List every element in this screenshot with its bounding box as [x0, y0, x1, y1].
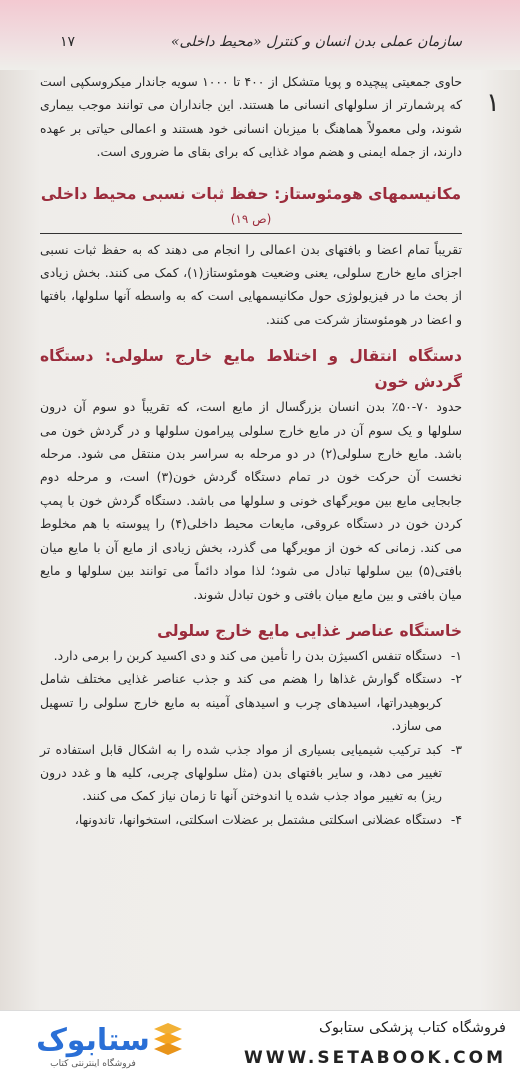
section-homeostasis-title: مکانیسمهای هومئوستاز: حفظ ثبات نسبی محیط داخلی	[40, 184, 462, 203]
running-title: سازمان عملی بدن انسان و کنترل «محیط داخلی»	[170, 34, 462, 50]
logo-subtitle: فروشگاه اینترنتی کتاب	[50, 1059, 136, 1069]
list-item	[40, 667, 462, 737]
list-text: دستگاه تنفس اکسیژن بدن را تأمین می کند و دی اکسید کربن را برمی دارد.	[53, 647, 442, 663]
section-homeostasis-text: تقریباً تمام اعضا و بافتهای بدن اعمالی را انجام می دهند که به حفظ ثبات نسبی اجزای مایع خارج سلولی، یعنی وضعیت هومئوستاز(۱)، کمک می کنند. بخش زیادی از بحث ما در فیزیولوژی حول مکانیسمهایی است که به واسطه آنها سلولها، بافتها و اعضا در هومئوستاز شرکت می کنند.	[40, 241, 462, 327]
logo-wordmark: ستابوک	[36, 1023, 150, 1058]
list-number: ۱-	[450, 647, 462, 663]
list-number: ۳-	[450, 741, 462, 757]
page-number: ۱۷	[60, 34, 76, 50]
store-footer	[0, 1010, 520, 1081]
store-url-link[interactable]: WWW.SETABOOK.COM	[244, 1048, 506, 1068]
section-homeostasis-heading	[40, 182, 462, 231]
book-stack-icon	[150, 1019, 186, 1063]
list-item	[40, 808, 462, 831]
list-text: کبد ترکیب شیمیایی بسیاری از مواد جذب شده را به اشکال قابل استفاده تر تغییر می دهد، و سایر بافتهای بدن (مثل سلولهای چربی، کلیه ها و غدد درون ریز) به تغییر مواد جذب شده یا اندوختن آنها تا زمان نیاز کمک می کنند.	[40, 741, 442, 804]
list-text: دستگاه گوارش غذاها را هضم می کند و جذب عناصر غذایی مختلف شامل کربوهیدراتها، اسیدهای چرب و اسیدهای آمینه به مایع خارج سلولی را تسهیل می سازد.	[40, 671, 442, 734]
chapter-marker: ۱	[486, 88, 500, 118]
intro-paragraph: حاوی جمعیتی پیچیده و پویا متشکل از ۴۰۰ تا ۱۰۰۰ سویه جاندار میکروسکپی است که پرشمارتر از سلولهای انسانی ما هستند. این جانداران می توانند موجب بیماری شوند، ولی معمولاً هماهنگ با میزبان انسانی خود هستند و اعمالی حیاتی بر عهده دارند، از جمله ایمنی و هضم مواد غذایی که برای بقای ما ضروری است.	[40, 74, 463, 160]
list-item	[40, 738, 462, 808]
section-circulation-text: حدود ۷۰-۵۰٪ بدن انسان بزرگسال از مایع است، که تقریباً دو سوم آن درون سلولها و یک سوم آن در مایع خارج سلولی پیرامون سلولها و در گردش خون می باشد. مایع خارج سلولی(۲) در دو مرحله به سراسر بدن منتقل می شود. مرحله نخست آن حرکت خون در تمام دستگاه گردش خون(۳) است، و مرحله دوم جابجایی مایع بین مویرگهای خونی و سلولها می باشد. دستگاه گردش خون با پمپ کردن خون در دستگاه عروقی، مایعات محیط داخلی(۴) را پیوسته با هم مخلوط می کند. زمانی که خون از مویرگها می گذرد، بخش زیادی از مایع آن با مایع میان بافتی(۵) بین سلولها تبادل می شود؛ لذا مواد دائماً می توانند بین سلولها و مایع میان بافتی و بین مایع میان بافتی و خون تبادل شوند.	[40, 399, 462, 602]
section-circulation-heading: دستگاه انتقال و اختلاط مایع خارج سلولی: دستگاه گردش خون	[40, 347, 462, 392]
section-nutrients-heading: خاستگاه عناصر غذایی مایع خارج سلولی	[157, 621, 462, 640]
list-item	[40, 644, 462, 667]
list-number: ۴-	[450, 811, 462, 827]
running-header	[60, 34, 462, 56]
list-text: دستگاه عضلانی اسکلتی مشتمل بر عضلات اسکلتی، استخوانها، تاندونها،	[74, 811, 442, 827]
store-name: فروشگاه کتاب پزشکی ستابوک	[318, 1020, 506, 1036]
list-number: ۲-	[450, 671, 462, 687]
page-body	[40, 70, 462, 831]
page-reference: (ص ۱۹)	[230, 211, 272, 226]
heading-rule	[40, 233, 462, 234]
